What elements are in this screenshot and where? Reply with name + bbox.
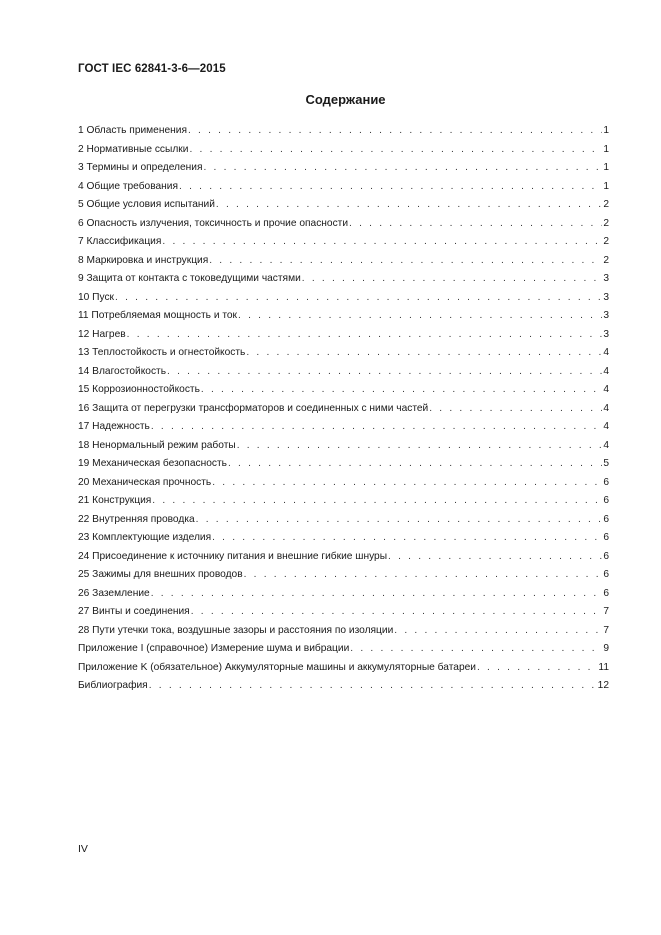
toc-entry-page: 6	[603, 569, 609, 580]
toc-entry-page: 2	[603, 217, 609, 229]
toc-entry-label: Приложение K (обязательное) Аккумуляторные машины и аккумуляторные батареи	[78, 661, 476, 673]
toc-leader-dots	[350, 640, 602, 659]
toc-entry[interactable]	[78, 215, 609, 234]
toc-entry-page: 3	[603, 273, 609, 284]
toc-entry[interactable]	[78, 455, 609, 474]
toc-entry-page: 1	[603, 162, 609, 173]
toc-entry-label: 6 Опасность излучения, токсичность и прочие опасности	[78, 217, 349, 229]
document-code-header: ГОСТ IEC 62841-3-6—2015	[78, 63, 226, 75]
toc-leader-dots	[388, 548, 602, 567]
toc-leader-dots	[162, 233, 602, 252]
toc-entry[interactable]	[78, 363, 609, 382]
toc-entry-label: 2 Нормативные ссылки	[78, 143, 189, 155]
toc-entry-label: Приложение I (справочное) Измерение шума и вибрации	[78, 643, 350, 654]
toc-entry-label: 26 Заземление	[78, 587, 150, 599]
toc-leader-dots	[349, 215, 602, 234]
toc-entry-page: 4	[603, 439, 609, 451]
toc-entry-page: 6	[603, 550, 609, 562]
toc-entry[interactable]	[78, 252, 609, 271]
toc-leader-dots	[429, 400, 602, 419]
toc-entry[interactable]	[78, 492, 609, 511]
toc-entry-label: 8 Маркировка и инструкция	[78, 254, 209, 266]
toc-leader-dots	[302, 270, 603, 289]
toc-entry-page: 4	[603, 421, 609, 432]
toc-leader-dots	[115, 289, 602, 308]
toc-entry-page: 7	[603, 606, 609, 617]
toc-entry-page: 6	[603, 587, 609, 599]
toc-entry[interactable]	[78, 622, 609, 641]
toc-leader-dots	[246, 344, 602, 363]
toc-entry-label: 11 Потребляемая мощность и ток	[78, 310, 238, 321]
toc-entry[interactable]	[78, 270, 609, 289]
toc-entry-label: 4 Общие требования	[78, 180, 179, 192]
toc-entry[interactable]	[78, 437, 609, 456]
toc-entry-page: 3	[603, 310, 609, 321]
toc-entry[interactable]	[78, 529, 609, 548]
toc-entry-page: 6	[603, 513, 609, 525]
toc-entry[interactable]	[78, 344, 609, 363]
toc-leader-dots	[201, 381, 602, 400]
toc-entry-label: 27 Винты и соединения	[78, 606, 190, 617]
toc-entry-page: 3	[603, 291, 609, 303]
toc-entry[interactable]	[78, 659, 609, 678]
toc-entry-label: 1 Область применения	[78, 125, 187, 136]
toc-entry-page: 4	[603, 402, 609, 414]
toc-leader-dots	[394, 622, 602, 641]
toc-entry-label: 14 Влагостойкость	[78, 365, 167, 377]
toc-entry[interactable]	[78, 585, 609, 604]
toc-leader-dots	[209, 252, 602, 271]
toc-entry-page: 6	[603, 495, 609, 506]
toc-entry[interactable]	[78, 603, 609, 622]
toc-entry-label: 5 Общие условия испытаний	[78, 199, 215, 210]
toc-entry-label: 21 Конструкция	[78, 495, 152, 506]
toc-entry[interactable]	[78, 400, 609, 419]
toc-leader-dots	[127, 326, 603, 345]
toc-entry[interactable]	[78, 233, 609, 252]
toc-leader-dots	[152, 492, 602, 511]
toc-leader-dots	[151, 418, 602, 437]
toc-leader-dots	[188, 122, 602, 141]
toc-entry[interactable]	[78, 196, 609, 215]
toc-entry-label: 25 Зажимы для внешних проводов	[78, 569, 243, 580]
toc-entry-page: 3	[603, 328, 609, 340]
toc-entry-page: 5	[603, 458, 609, 469]
toc-entry-page: 4	[603, 365, 609, 377]
toc-entry-label: 24 Присоединение к источнику питания и внешние гибкие шнуры	[78, 550, 388, 562]
toc-entry[interactable]	[78, 418, 609, 437]
toc-entry[interactable]	[78, 640, 609, 659]
toc-entry-page: 2	[603, 254, 609, 266]
toc-entry-label: 19 Механическая безопасность	[78, 458, 227, 469]
toc-leader-dots	[179, 178, 602, 197]
toc-entry-label: 3 Термины и определения	[78, 162, 203, 173]
toc-entry-page: 12	[597, 680, 609, 691]
toc-entry[interactable]	[78, 159, 609, 178]
toc-entry-label: 15 Коррозионностойкость	[78, 384, 200, 395]
toc-entry-label: 13 Теплостойкость и огнестойкость	[78, 347, 246, 358]
toc-entry-label: 17 Надежность	[78, 421, 150, 432]
toc-leader-dots	[237, 437, 603, 456]
toc-entry-page: 4	[603, 347, 609, 358]
toc-entry-label: 12 Нагрев	[78, 328, 126, 340]
toc-entry[interactable]	[78, 381, 609, 400]
toc-leader-dots	[216, 196, 602, 215]
toc-entry[interactable]	[78, 474, 609, 493]
toc-leader-dots	[149, 677, 597, 696]
toc-entry-label: 16 Защита от перегрузки трансформаторов и соединенных с ними частей	[78, 402, 429, 414]
toc-entry-label: 7 Классификация	[78, 236, 162, 247]
toc-entry-page: 1	[603, 180, 609, 192]
toc-entry-label: 10 Пуск	[78, 291, 115, 303]
toc-entry-label: Библиография	[78, 680, 148, 691]
toc-entry-page: 4	[603, 384, 609, 395]
toc-entry-page: 11	[598, 661, 609, 673]
toc-entry[interactable]	[78, 178, 609, 197]
toc-leader-dots	[477, 659, 597, 678]
toc-leader-dots	[203, 159, 602, 178]
toc-leader-dots	[151, 585, 603, 604]
toc-entry-label: 20 Механическая прочность	[78, 476, 212, 488]
toc-entry[interactable]	[78, 677, 609, 696]
toc-entry-page: 1	[603, 143, 609, 155]
toc-entry-label: 9 Защита от контакта с токоведущими частями	[78, 273, 301, 284]
toc-entry-page: 2	[603, 236, 609, 247]
toc-entry[interactable]	[78, 289, 609, 308]
toc-leader-dots	[228, 455, 602, 474]
toc-leader-dots	[191, 603, 603, 622]
toc-entry-page: 1	[603, 125, 609, 136]
toc-entry[interactable]	[78, 511, 609, 530]
toc-entry[interactable]	[78, 566, 609, 585]
toc-entry-label: 23 Комплектующие изделия	[78, 532, 212, 543]
toc-entry[interactable]	[78, 326, 609, 345]
toc-entry[interactable]	[78, 141, 609, 160]
toc-leader-dots	[238, 307, 602, 326]
toc-entry[interactable]	[78, 307, 609, 326]
toc-leader-dots	[244, 566, 603, 585]
toc-entry[interactable]	[78, 548, 609, 567]
toc-entry[interactable]	[78, 122, 609, 141]
toc-leader-dots	[167, 363, 602, 382]
toc-title: Содержание	[305, 92, 386, 107]
toc-leader-dots	[212, 474, 602, 493]
table-of-contents	[78, 122, 609, 696]
toc-leader-dots	[212, 529, 602, 548]
page-number: IV	[78, 843, 88, 855]
toc-entry-page: 6	[603, 532, 609, 543]
toc-entry-page: 9	[603, 643, 609, 654]
toc-entry-label: 28 Пути утечки тока, воздушные зазоры и расстояния по изоляции	[78, 624, 394, 636]
toc-entry-page: 7	[603, 624, 609, 636]
toc-leader-dots	[189, 141, 602, 160]
toc-entry-label: 18 Ненормальный режим работы	[78, 439, 236, 451]
toc-entry-page: 2	[603, 199, 609, 210]
toc-leader-dots	[196, 511, 603, 530]
toc-entry-page: 6	[603, 476, 609, 488]
toc-entry-label: 22 Внутренняя проводка	[78, 513, 195, 525]
